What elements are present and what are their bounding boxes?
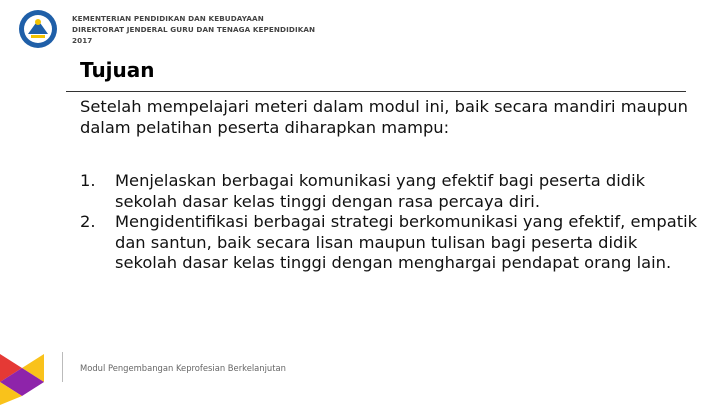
header <box>14 8 315 50</box>
footer-divider <box>62 352 63 382</box>
list-item-text: Mengidentifikasi berbagai strategi berkomunikasi yang efektif, empatik dan santun, baik secara lisan maupun tulisan bagi peserta didik sekolah dasar kelas tinggi dengan menghargai pendapat orang lain. <box>115 212 698 272</box>
tut-wuri-handayani-emblem-icon <box>14 8 62 50</box>
list-item <box>80 212 700 274</box>
corner-decoration-icon <box>0 346 44 405</box>
title-divider <box>66 91 686 92</box>
goals-list <box>80 171 700 274</box>
org-year: 2017 <box>72 35 93 45</box>
list-number: 2. <box>80 212 96 231</box>
org-line: KEMENTERIAN PENDIDIKAN DAN KEBUDAYAAN <box>72 13 264 23</box>
list-number: 1. <box>80 171 96 190</box>
intro-paragraph: Setelah mempelajari meteri dalam modul ini, baik secara mandiri maupun dalam pelatihan peserta diharapkan mampu: <box>80 97 688 137</box>
list-item-text: Menjelaskan berbagai komunikasi yang efektif bagi peserta didik sekolah dasar kelas tinggi dengan rasa percaya diri. <box>115 171 646 211</box>
list-item <box>80 171 700 212</box>
org-line: DIREKTORAT JENDERAL GURU DAN TENAGA KEPENDIDIKAN <box>72 24 316 34</box>
footer-text: Modul Pengembangan Keprofesian Berkelanjutan <box>80 363 286 373</box>
slide-title: Tujuan <box>80 58 155 82</box>
organization-name <box>72 13 315 46</box>
